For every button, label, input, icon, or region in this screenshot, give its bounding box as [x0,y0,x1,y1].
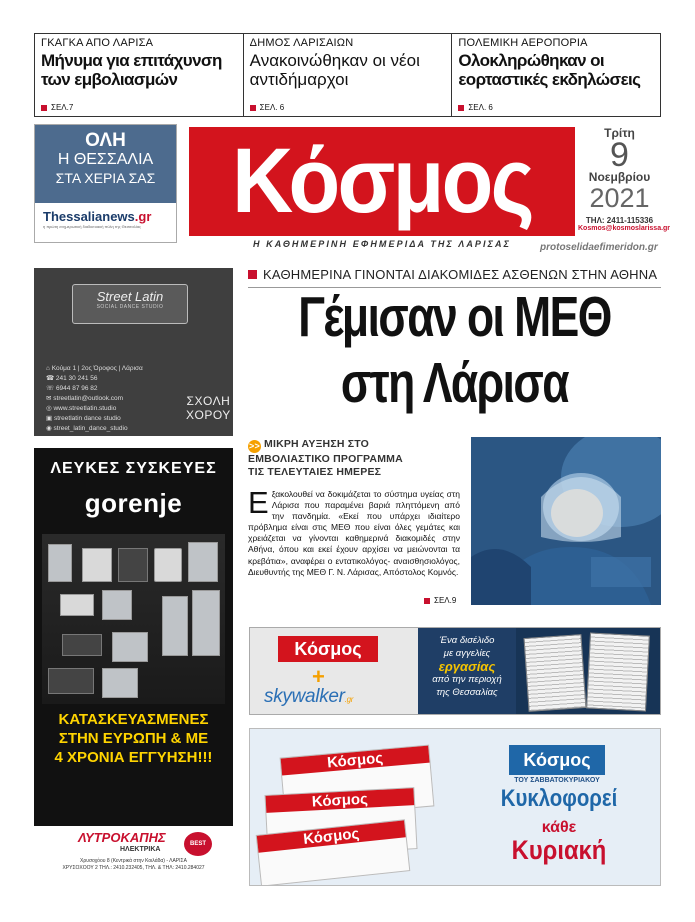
contact-text: Κούμα 1 | 2ος Όροφος | Λάρισα [51,365,143,372]
thessalianews-logo [35,203,176,224]
classifieds-pages-image [516,628,661,715]
month: Νοεμβρίου [588,170,651,184]
page-thumbnail [586,632,650,711]
arrow-icon: >> [249,441,260,451]
appliances-image [42,534,225,704]
partner-tld: .gr [344,695,354,704]
kosmos-logo: Κόσμος [509,745,605,775]
date-box [578,126,671,241]
hood-icon [48,544,72,582]
brand-tld: .gr [134,209,152,224]
sunday-line: Κυριακή [511,835,607,865]
dropcap: Ε [248,485,269,520]
bullet-icon [250,105,256,111]
story-page [424,596,456,605]
ad-line: εργασίας [438,659,496,674]
store-subtitle: ΗΛΕΚΤΡΙΚΑ [120,846,161,853]
store-footer [34,826,233,886]
brand-tagline: η πρώτη ενημερωτική διαδικτυακή πύλη της Θεσσαλίας [43,224,141,229]
best-logo: BEST [184,832,212,856]
page-thumbnail [523,634,586,712]
street-latin-ad[interactable] [34,268,233,436]
oven-icon [112,632,148,662]
cooker-icon [188,542,218,582]
web-line: ◎ www.streetlatin.studio [46,405,117,412]
skywalker-ad[interactable] [249,627,661,715]
icu-photo-illustration [471,437,661,605]
ad-line: Ένα δισέλιδο [439,635,495,646]
address-line: ⌂ Κούμα 1 | 2ος Όροφος | Λάρισα [46,365,143,372]
story-body [248,485,460,578]
teaser-page-label: ΣΕΛ. 6 [259,103,285,112]
gorenje-ad[interactable] [34,448,233,886]
fridge-icon [162,596,188,656]
teaser-headline: Ολοκληρώθηκαν οι εορταστικές εκδηλώσεις [458,51,641,89]
kosmos-logo: Κόσμος [278,636,378,662]
ad-line: ΣΤΑ ΧΕΡΙΑ ΣΑΣ [55,170,156,186]
teaser-page-label: ΣΕΛ.7 [51,103,74,112]
microwave-icon [60,594,94,616]
partner-name: skywalker [264,686,345,707]
subhead-line: ΜΙΚΡΗ ΑΥΞΗΣΗ ΣΤΟ [264,438,370,450]
sunday-line: Κυκλοφορεί [500,785,618,812]
masthead-title: Κόσμος [232,130,532,232]
teaser-2[interactable] [243,34,452,116]
teaser-1[interactable] [35,34,243,116]
thessalianews-band [35,125,176,203]
oven-icon [102,590,132,620]
teaser-headline: Ανακοινώθηκαν οι νέοι αντιδήμαρχοι [249,51,420,89]
bullet-icon [248,270,257,279]
gorenje-logo: gorenje [84,488,183,518]
contact-text: 6944 87 96 82 [55,385,98,392]
teaser-page [41,103,73,112]
warranty-line: 4 ΧΡΟΝΙΑ ΕΓΓΥΗΣΗ!!! [54,749,213,766]
email: Kosmos@kosmoslarissa.gr [578,225,671,232]
logo-name: Street Latin [96,289,164,304]
phone: ΤΗΛ: 2411-115336 [585,216,654,225]
weekend-edition-label: ΤΟΥ ΣΑΒΒΑΤΟΚΥΡΙΑΚΟΥ [514,777,600,784]
ad-line: Η ΘΕΣΣΑΛΙΑ [57,151,154,168]
masthead-tagline: Η ΚΑΘΗΜΕΡΙΝΗ ΕΦΗΜΕΡΙΔΑ ΤΗΣ ΛΑΡΙΣΑΣ [252,239,512,249]
story-headline[interactable] [293,284,615,416]
warranty-line: ΣΤΗΝ ΕΥΡΩΠΗ & ΜΕ [58,730,209,747]
headline-line: στη Λάρισα [340,351,569,415]
paper-masthead: Κόσμος [266,788,415,813]
oven-icon [118,548,148,582]
headline-line: Γέμισαν οι ΜΕΘ [298,285,611,349]
teaser-3[interactable] [451,34,660,116]
paper-masthead: Κόσμος [257,820,406,852]
icu-photo [471,437,661,605]
gorenje-warranty [34,710,233,767]
sunday-edition-ad[interactable] [249,728,661,886]
contact-text: www.streetlatin.studio [53,405,117,412]
paper-masthead: Κόσμος [281,746,430,776]
warranty-line: ΚΑΤΑΣΚΕΥΑΣΜΕΝΕΣ [58,711,209,728]
teaser-kicker: ΓΚΑΓΚΑ ΑΠΟ ΛΑΡΙΣΑ [41,37,154,49]
skywalker-text [418,628,516,715]
body-text: ξακολουθεί να δοκιμάζεται το σύστημα υγείας στη Λάρισα που παραμένει βαριά πληττόμενη από την πανδημία. «Εκεί που υπάρχει ιδιαίτερο πρόβλημα είναι στις ΜΕΘ που είναι όλες γεμάτες και χρειάζεται να γίνονται καθημερινά διακομιδές στην Αθήνα, όπου και εκεί έχουν αρχίσει να μειώνονται τα κρεβάτια», αναφέρει ο εντατικολόγος- αναισθησιολόγος, Διευθυντής της ΜΕΘ Γ. Ν. Λάρισας, Απόστολος Κομνός. [248,489,460,577]
teaser-page-label: ΣΕΛ. 6 [468,103,493,112]
contact-text: street_latin_dance_studio [53,425,128,432]
address-line: Χρυσοχόου 8 (Κεντρικά στην Κοιλάδα) - ΛΑΡΙΣΑ [80,858,187,864]
ad-line: της Θεσσαλίας [436,687,498,698]
bullet-icon [458,105,464,111]
newspapers-image [258,751,438,877]
teaser-page [250,103,285,112]
subhead-line: ΤΙΣ ΤΕΛΕΥΤΑΙΕΣ ΗΜΕΡΕΣ [248,466,382,478]
subhead-line: ΕΜΒΟΛΙΑΣΤΙΚΟ ΠΡΟΓΡΑΜΜΑ [248,453,403,465]
teaser-strip [34,33,661,117]
contact-text: streetlatin dance studio [53,415,121,422]
instagram-line: ◉ street_latin_dance_studio [46,425,128,432]
year: 2021 [589,183,650,213]
facebook-line: ▣ streetlatin dance studio [46,415,121,422]
gorenje-title: ΛΕΥΚΕΣ ΣΥΣΚΕΥΕΣ [50,460,217,477]
ad-line: ΟΛΗ [85,130,126,151]
hob-icon [48,668,94,694]
street-latin-logo [72,284,188,324]
washing-machine-icon [154,548,182,582]
story-page-label: ΣΕΛ.9 [434,596,457,605]
ad-line: από την περιοχή [432,674,502,685]
thessalianews-ad[interactable] [34,124,177,243]
bullet-icon [41,105,47,111]
story-subhead [248,438,458,479]
store-address [40,858,227,872]
school-line: ΧΟΡΟΥ [186,408,231,422]
contact-list [46,364,143,434]
sunday-line: κάθε [541,819,577,836]
bullet-icon [424,598,430,604]
teaser-page [458,103,493,112]
school-line: ΣΧΟΛΗ [186,394,231,408]
oven-icon [102,668,138,698]
watermark: protoselidaefimeridon.gr [540,242,658,253]
day: 9 [610,136,629,174]
mobile-line: ☏ 6944 87 96 82 [46,385,98,392]
address-line: ΧΡΥΣΟΧΟΟΥ 2 ΤΗΛ.: 2410.232405, ΤΗΛ. & ΤΗΛ: 2410.284027 [62,865,205,871]
ad-line: με αγγελίες [443,648,491,659]
teaser-kicker: ΔΗΜΟΣ ΛΑΡΙΣΑΙΩΝ [249,37,354,49]
kicker-text: ΚΑΘΗΜΕΡΙΝΑ ΓΙΝΟΝΤΑΙ ΔΙΑΚΟΜΙΔΕΣ ΑΣΘΕΝΩΝ ΣΤΗΝ ΑΘΗΝΑ [263,267,658,282]
teaser-kicker: ΠΟΛΕΜΙΚΗ ΑΕΡΟΠΟΡΙΑ [458,37,588,49]
plus-icon: + [312,664,325,689]
teaser-headline: Μήνυμα για επιτάχυνση των εμβολιασμών [41,51,222,89]
weekday: Τρίτη [604,126,635,140]
phone-line: ☎ 241 30 241 56 [46,375,98,382]
brand-name: Thessalianews [43,209,135,224]
oven-icon [82,548,112,582]
logo-subtitle: SOCIAL DANCE STUDIO [96,304,164,310]
email-line: ✉ streetlatin@outlook.com [46,395,124,402]
hob-icon [62,634,102,656]
skywalker-logo [264,686,353,708]
fridge-icon [192,590,220,656]
contact-text: streetlatin@outlook.com [53,395,124,402]
contact-text: 241 30 241 56 [55,375,98,382]
store-name: ΛΥΤΡΟΚΑΠΗΣ [78,830,166,845]
story-kicker [248,267,661,282]
dance-school-label [186,394,231,422]
